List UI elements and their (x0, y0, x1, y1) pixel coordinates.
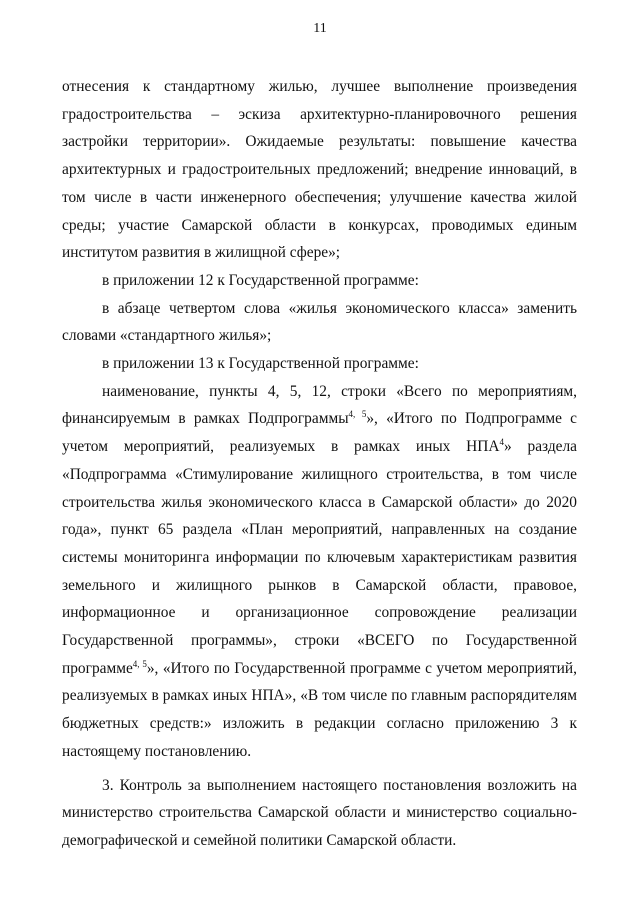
paragraph-control-clause (62, 772, 577, 855)
paragraph-appendix-13 (62, 350, 577, 378)
footnote-reference: 4, 5 (132, 658, 147, 669)
text-run: » раздела «Подпрограмма «Стимулирование жилищного строительства, в том числе строительства жилья экономического класса в Самарской области» до 2020 года», пункт 65 раздела «План мероприятий, направленных на создание системы мониторинга информации по ключевым характеристикам развития земельного и жилищного рынков в Самарской области, правовое, информационное и организационное сопровождение реализации Государственной программы», строки «ВСЕГО по Государственной программе (62, 438, 577, 677)
text-run: в приложении 13 к Государственной программе: (102, 355, 419, 373)
paragraph-appendix-12 (62, 267, 577, 295)
text-run: », «Итого по Государственной программе с учетом мероприятий, реализуемых в рамках иных НПА», «В том числе по главным распорядителям бюджетных средств:» изложить в редакции согласно приложению 3 к настоящему постановлению. (62, 659, 578, 760)
text-run: 3. Контроль за выполнением настоящего постановления возложить на министерство строительства Самарской области и министерство социально-демографической и семейной политики Самарской области. (62, 776, 577, 849)
paragraph-appendix-13-details (62, 378, 577, 766)
footnote-reference: 4 (499, 437, 505, 448)
text-run: в абзаце четвертом слова «жилья экономического класса» заменить словами «стандартного жилья»; (62, 299, 577, 345)
paragraph-continuation (62, 73, 577, 267)
page-number: 11 (313, 21, 327, 36)
text-run: в приложении 12 к Государственной программе: (102, 271, 419, 289)
footnote-reference: 4, 5 (348, 409, 367, 420)
paragraph-fourth-clause-replacement (62, 295, 577, 350)
text-run: », «Итого по Подпрограмме с учетом мероприятий, реализуемых в рамках иных НПА (62, 410, 577, 456)
document-body (62, 73, 577, 855)
text-run: отнесения к стандартному жилью, лучшее выполнение произведения градостроительства – эскиза архитектурно-планировочного решения застройки территории». Ожидаемые результаты: повышение качества архитектурных и градостроительных предложений; внедрение инноваций, в том числе в части инженерного обеспечения; улучшение качества жилой среды; участие Самарской области в конкурсах, проводимых единым институтом развития в жилищной сфере»; (62, 78, 577, 262)
text-run: наименование, пункты 4, 5, 12, строки «Всего по мероприятиям, финансируемым в рамках Подпрограммы (62, 382, 577, 428)
